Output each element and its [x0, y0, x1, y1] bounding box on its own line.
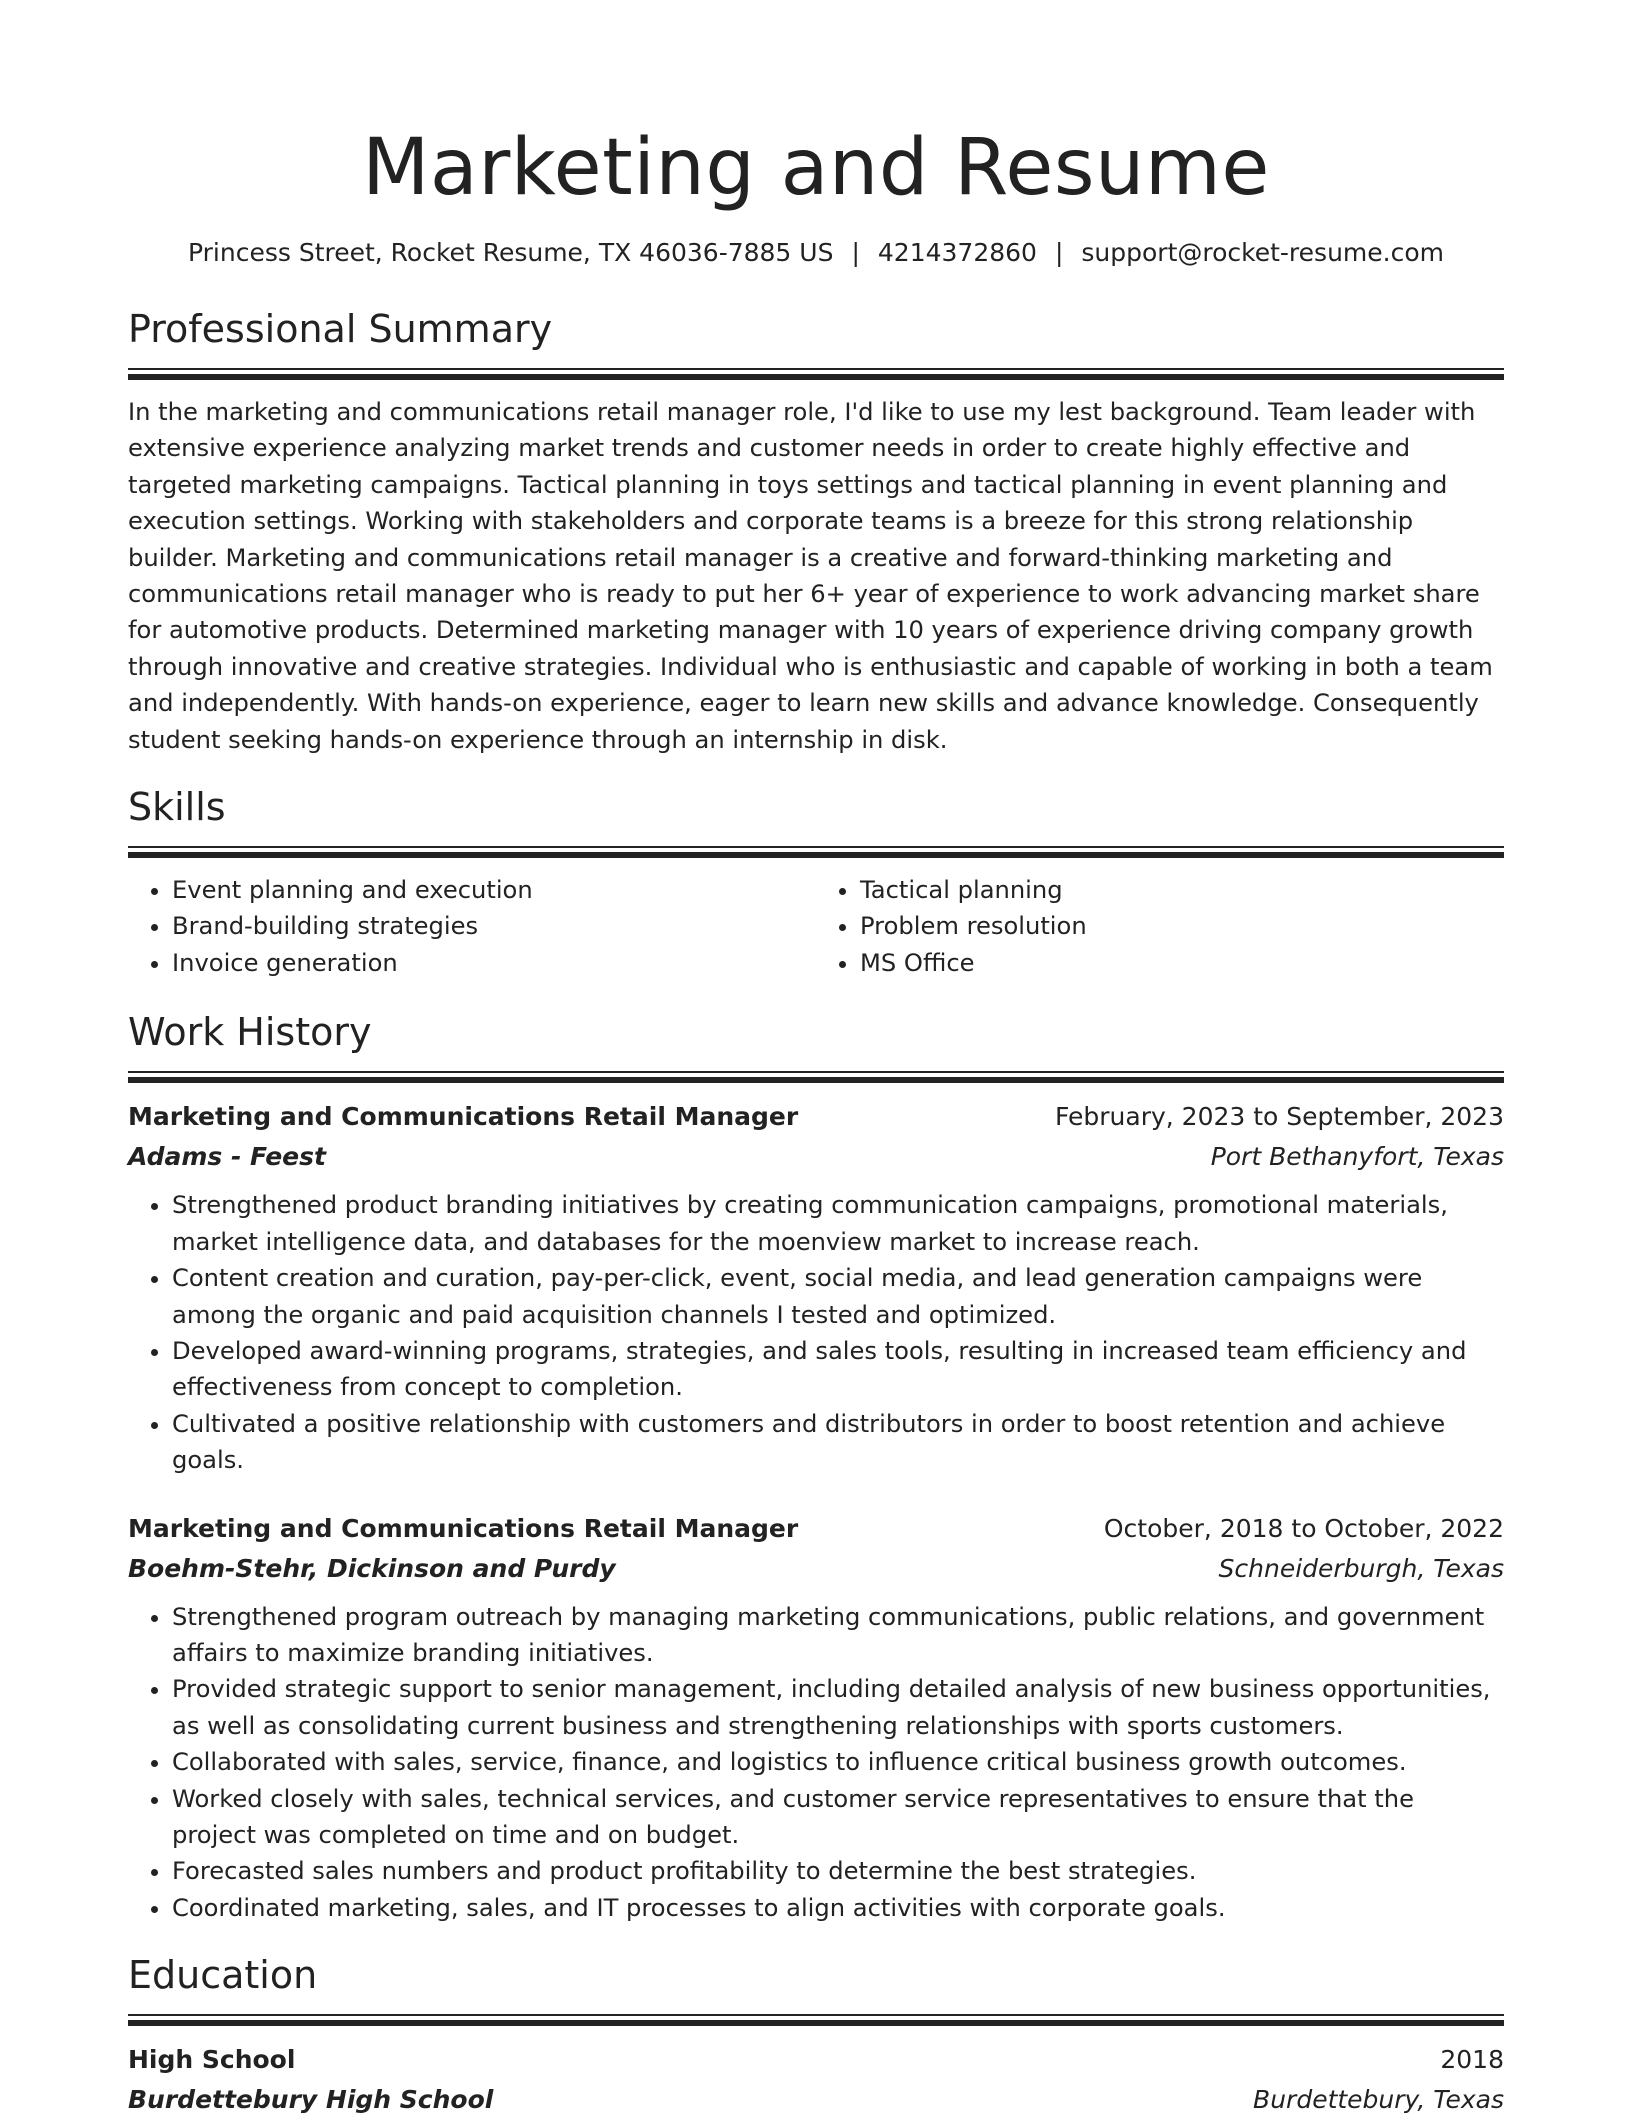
- education-degree: High School: [128, 2045, 296, 2075]
- job-bullet: • Strengthened product branding initiatives by creating communication campaigns, promotional materials, market intelligence data, and databases for the moenview market to increase reach.: [172, 1187, 1504, 1260]
- job-dates: February, 2023 to September, 2023: [1055, 1102, 1504, 1132]
- skill-item: • Problem resolution: [860, 908, 1504, 944]
- job-bullet: • Forecasted sales numbers and product profitability to determine the best strategies.: [172, 1853, 1504, 1889]
- skills-columns: [128, 872, 1504, 981]
- section-divider: [128, 1071, 1504, 1083]
- skill-item: • Invoice generation: [172, 945, 816, 981]
- skill-item: • Brand-building strategies: [172, 908, 816, 944]
- job-location: Port Bethanyfort, Texas: [1210, 1142, 1504, 1172]
- skills-left-column: [128, 872, 816, 981]
- skills-section: [128, 784, 1504, 981]
- contact-phone: 4214372860: [877, 238, 1037, 267]
- job-bullet: • Worked closely with sales, technical services, and customer service representatives to ensure that the project was completed on time and on budget.: [172, 1781, 1504, 1854]
- job-bullet: • Provided strategic support to senior management, including detailed analysis of new business opportunities, as well as consolidating current business and strengthening relationships with sports customers.: [172, 1671, 1504, 1744]
- job-company: Adams - Feest: [128, 1142, 326, 1172]
- section-divider: [128, 368, 1504, 380]
- skill-item: • MS Office: [860, 945, 1504, 981]
- job-entry: [128, 1097, 1504, 1478]
- contact-email: support@rocket-resume.com: [1081, 238, 1444, 267]
- work-history-section: [128, 1009, 1504, 1926]
- skill-item: • Event planning and execution: [172, 872, 816, 908]
- education-location: Burdettebury, Texas: [1253, 2085, 1504, 2115]
- job-bullet: • Collaborated with sales, service, finance, and logistics to influence critical business growth outcomes.: [172, 1744, 1504, 1780]
- job-title: Marketing and Communications Retail Manager: [128, 1513, 799, 1543]
- education-section: [128, 1952, 1504, 2120]
- job-bullet: • Cultivated a positive relationship with customers and distributors in order to boost retention and achieve goals.: [172, 1406, 1504, 1479]
- job-bullet: • Strengthened program outreach by managing marketing communications, public relations, and government affairs to maximize branding initiatives.: [172, 1599, 1504, 1672]
- education-entry: [128, 2040, 1504, 2120]
- job-company: Boehm-Stehr, Dickinson and Purdy: [128, 1553, 616, 1583]
- summary-section: [128, 306, 1504, 758]
- contact-separator: |: [851, 238, 860, 267]
- education-year: 2018: [1440, 2045, 1504, 2075]
- job-bullets: [128, 1187, 1504, 1478]
- job-bullet: • Content creation and curation, pay-per-click, event, social media, and lead generation campaigns were among the organic and paid acquisition channels I tested and optimized.: [172, 1260, 1504, 1333]
- contact-address: Princess Street, Rocket Resume, TX 46036-7885 US: [188, 238, 834, 267]
- job-dates: October, 2018 to October, 2022: [1103, 1513, 1504, 1543]
- section-title-education: Education: [128, 1953, 318, 1998]
- section-title-skills: Skills: [128, 785, 226, 830]
- resume-name: Marketing and Resume: [362, 123, 1270, 213]
- job-title: Marketing and Communications Retail Manager: [128, 1102, 799, 1132]
- job-bullet: • Developed award-winning programs, strategies, and sales tools, resulting in increased team efficiency and effectiveness from concept to completion.: [172, 1333, 1504, 1406]
- section-title-work-history: Work History: [128, 1010, 372, 1055]
- skill-item: • Tactical planning: [860, 872, 1504, 908]
- job-bullets: [128, 1599, 1504, 1927]
- section-divider: [128, 846, 1504, 858]
- education-school: Burdettebury High School: [128, 2085, 494, 2115]
- section-divider: [128, 2014, 1504, 2026]
- skills-right-column: [816, 872, 1504, 981]
- contact-line: [128, 236, 1504, 270]
- contact-separator: |: [1054, 238, 1064, 267]
- job-entry: [128, 1509, 1504, 1927]
- job-location: Schneiderburgh, Texas: [1218, 1553, 1504, 1583]
- summary-text: In the marketing and communications retail manager role, I'd like to use my lest background. Team leader with extensive experience analyzing market trends and customer needs in order to create highly effective and targeted marketing campaigns. Tactical planning in toys settings and tactical planning in event planning and execution settings. Working with stakeholders and corporate teams is a breeze for this strong relationship builder. Marketing and communications retail manager is a creative and forward-thinking marketing and communications retail manager who is ready to put her 6+ year of experience to work advancing market share for automotive products. Determined marketing manager with 10 years of experience driving company growth through innovative and creative strategies. Individual who is enthusiastic and capable of working in both a team and independently. With hands-on experience, eager to learn new skills and advance knowledge. Consequently student seeking hands-on experience through an internship in disk.: [128, 398, 1493, 754]
- job-bullet: • Coordinated marketing, sales, and IT processes to align activities with corporate goals.: [172, 1890, 1504, 1926]
- section-title-summary: Professional Summary: [128, 307, 553, 351]
